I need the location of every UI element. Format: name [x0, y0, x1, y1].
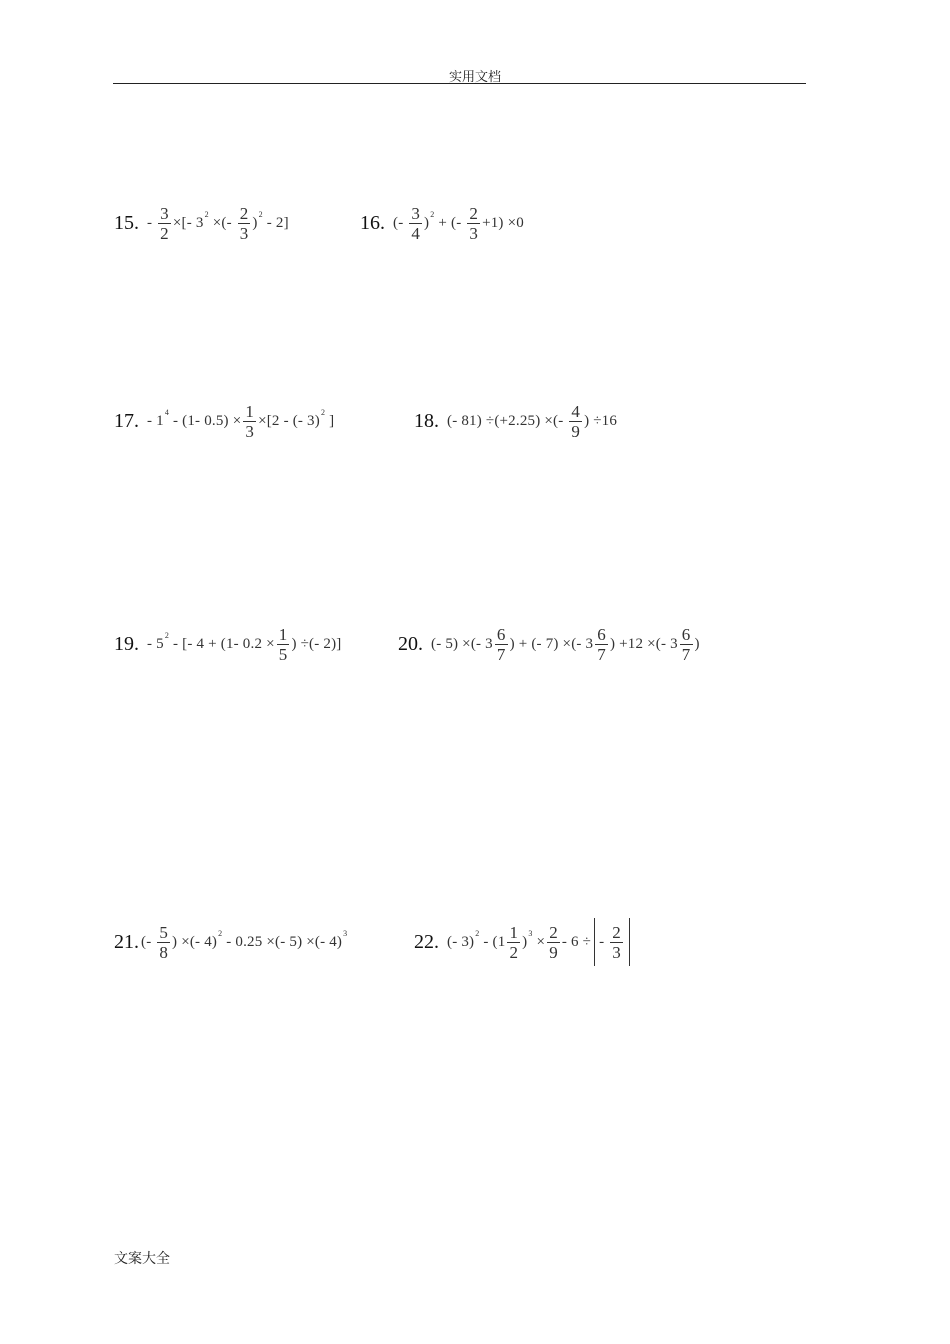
- problem-16: [360, 193, 524, 253]
- expression: - $5^2$ - [- 4 + (1- 0.2 × $\frac{1}{5}$ ) ÷(- 2)]: [147, 624, 342, 664]
- problem-20: [398, 614, 700, 674]
- problem-15: [114, 193, 289, 253]
- expression: (- 5) ×(- 3 $\frac{6}{7}$ ) + (- 7) ×(- 3 $\frac{6}{7}$ ) +12 ×(- 3 $\frac{6}{7}$ ): [431, 624, 700, 664]
- problem-19: [114, 614, 341, 674]
- expression: (- $\frac{5}{8}$ ) ×(- 4)$^2$ - 0.25 ×(- 5) ×(- 4)$^3$: [141, 922, 348, 962]
- page-footer: 文案大全: [114, 1251, 170, 1267]
- problem-number: 21.: [114, 930, 139, 953]
- absolute-value-bars: - $\frac{2}{3}$: [594, 918, 630, 966]
- problem-number: 20.: [398, 632, 423, 655]
- problem-22: [414, 912, 630, 972]
- problem-17: [114, 391, 334, 451]
- problem-number: 17.: [114, 409, 139, 432]
- expression: (- 3)$^2$ - (1 $\frac{1}{2}$ )$^3$ × $\frac{2}{9}$ - 6 ÷ - $\frac{2}{3}$: [447, 918, 630, 966]
- problem-18: [414, 391, 617, 451]
- problem-number: 22.: [414, 930, 439, 953]
- expression: (- 81) ÷(+2.25) ×(- $\frac{4}{9}$ ) ÷16: [447, 401, 618, 441]
- expression: - $\frac{3}{2}$ ×[- $3^2$ ×(- $\frac{2}{3}$ )$^2$ - 2]: [147, 203, 289, 243]
- problem-number: 19.: [114, 632, 139, 655]
- problem-number: 18.: [414, 409, 439, 432]
- page-header: 实用文档: [448, 70, 501, 85]
- expression: (- $\frac{3}{4}$ )$^2$ + (- $\frac{2}{3}$ +1) ×0: [393, 203, 524, 243]
- problem-number: 16.: [360, 211, 385, 234]
- expression: - $1^4 - (1-$ 0.5) × $\frac{1}{3}$ ×[2 - (- 3)$^2$ ]: [147, 401, 335, 441]
- problem-21: [114, 912, 347, 972]
- header-rule: [113, 83, 806, 84]
- problem-number: 15.: [114, 211, 139, 234]
